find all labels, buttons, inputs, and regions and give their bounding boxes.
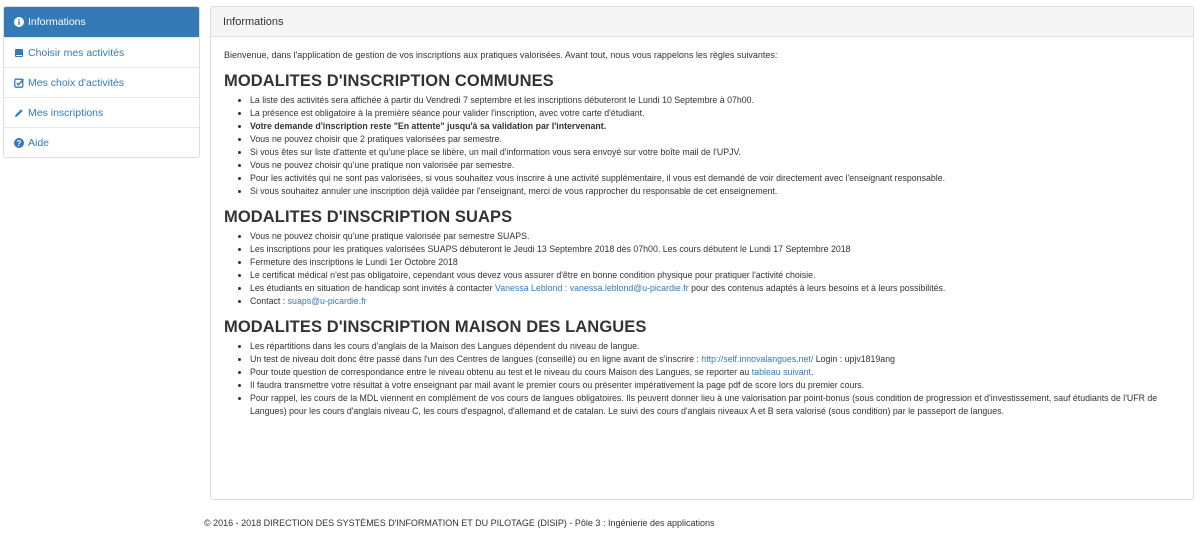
list-item-text: Login : upjv1819ang (813, 354, 895, 364)
check-square-icon (13, 77, 24, 88)
sidebar-item-aide[interactable] (4, 127, 199, 157)
section-title-suaps: MODALITES D'INSCRIPTION SUAPS (224, 208, 513, 226)
list-item: • Vous ne pouvez choisir qu'une pratique non valorisée par semestre. (250, 159, 1181, 172)
informations-panel (210, 6, 1194, 500)
list-item: • Vous ne pouvez choisir qu'une pratique valorisée par semestre SUAPS. (250, 230, 1181, 243)
sidebar-item-label: Aide (28, 136, 50, 149)
list-item-text: Un test de niveau doit donc être passé dans l'un des Centres de langues (conseillé) ou en ligne avant de s'inscrire : (250, 354, 702, 364)
svg-text:?: ? (16, 138, 21, 148)
list-item: • Si vous êtes sur liste d'attente et qu'une place se libère, un mail d'information vous sera envoyé sur votre boîte mail de l'UPJV. (250, 146, 1181, 159)
list-item: • Fermeture des inscriptions le Lundi 1er Octobre 2018 (250, 256, 1181, 269)
tableau-suivant-link[interactable]: tableau suivant (751, 367, 811, 377)
list-item: • Il faudra transmettre votre résultat à votre enseignant par mail avant le premier cours ou présenter impérativement la page pdf de score lors du premier cours. (250, 379, 1181, 392)
list-item-text: . (810, 367, 814, 377)
question-circle-icon (13, 137, 24, 148)
rules-list-maison-langues (224, 340, 1181, 418)
sidebar-item-choisir-activites[interactable] (4, 37, 199, 67)
list-item: • Pour les activités qui ne sont pas valorisées, si vous souhaitez vous inscrire à une activité supplémentaire, il vous est demandé de voir directement avec l'enseignant responsable. (250, 172, 1181, 185)
sidebar-item-informations[interactable] (4, 7, 199, 37)
book-icon (13, 47, 24, 58)
pencil-icon (13, 107, 24, 118)
sidebar-item-mes-choix[interactable] (4, 67, 199, 97)
rules-list-suaps (224, 230, 1181, 308)
sidebar-item-label: Informations (28, 16, 86, 28)
list-item (250, 366, 1181, 379)
list-item (250, 282, 1181, 295)
section-title-maison-langues: MODALITES D'INSCRIPTION MAISON DES LANGUES (224, 318, 647, 336)
sidebar-item-label: Mes choix d'activités (28, 76, 124, 89)
suaps-email-link[interactable]: suaps@u-picardie.fr (287, 296, 367, 306)
list-item: • Pour rappel, les cours de la MDL viennent en complément de vos cours de langues obligatoires. Ils peuvent donner lieu à une valorisation par point-bonus (sous condition de progression et d'investissement, sauf étudiants de l'UFR de Langues) pour les cours d'anglais niveau C, les cours d'espagnol, d'allemand et de catalan. Le suivi des cours d'anglais niveaux A et B sera valorisé (sous condition) par le passeport de langues. (250, 392, 1181, 418)
handicap-contact-link[interactable]: Vanessa Leblond : vanessa.leblond@u-picardie.fr (495, 283, 689, 293)
list-item: • Les répartitions dans les cours d'anglais de la Maison des Langues dépendent du niveau de langue. (250, 340, 1181, 353)
sidebar-item-mes-inscriptions[interactable] (4, 97, 199, 127)
sidebar-nav (3, 6, 200, 158)
sidebar-item-label: Mes inscriptions (28, 106, 104, 119)
list-item-text: Pour toute question de correspondance entre le niveau obtenu au test et le niveau du cours Maison des Langues, se reporter au (250, 367, 752, 377)
list-item-text: Contact : (250, 296, 288, 306)
footer-copyright: © 2016 - 2018 DIRECTION DES SYSTÈMES D'INFORMATION ET DU PILOTAGE (DISIP) - Pôle 3 : Ingénierie des applications (204, 518, 715, 528)
list-item: • La présence est obligatoire à la première séance pour valider l'inscription, avec votre carte d'étudiant. (250, 107, 1181, 120)
list-item: • La liste des activités sera affichée à partir du Vendredi 7 septembre et les inscriptions débuteront le Lundi 10 Septembre à 07h00. (250, 94, 1181, 107)
panel-body (211, 37, 1193, 418)
list-item (250, 295, 1181, 308)
list-item: • Si vous souhaitez annuler une inscription déjà validée par l'enseignant, merci de vous rapprocher du responsable de cet enseignement. (250, 185, 1181, 198)
list-item: • Votre demande d'inscription reste "En attente" jusqu'à sa validation par l'intervenant. (250, 120, 1181, 133)
sidebar-item-label: Choisir mes activités (28, 46, 125, 59)
rules-list-communes (224, 94, 1181, 198)
intro-text: Bienvenue, dans l'application de gestion de vos inscriptions aux pratiques valorisées. Avant tout, nous vous rappelons les règles suivantes: (224, 50, 778, 60)
panel-title: Informations (211, 7, 1193, 37)
list-item: • Vous ne pouvez choisir que 2 pratiques valorisées par semestre. (250, 133, 1181, 146)
info-circle-icon (13, 17, 24, 28)
list-item (250, 353, 1181, 366)
innovalangues-link[interactable]: http://self.innovalangues.net/ (701, 354, 814, 364)
list-item: • Les inscriptions pour les pratiques valorisées SUAPS débuteront le Jeudi 13 Septembre 2018 dès 07h00. Les cours débutent le Lundi 17 Septembre 2018 (250, 243, 1181, 256)
section-title-communes: MODALITES D'INSCRIPTION COMMUNES (224, 72, 554, 90)
list-item-text: Les étudiants en situation de handicap sont invités à contacter (250, 283, 496, 293)
list-item: • Le certificat médical n'est pas obligatoire, cependant vous devez vous assurer d'être en bonne condition physique pour pratiquer l'activité choisie. (250, 269, 1181, 282)
list-item-text: pour des contenus adaptés à leurs besoins et à leurs possibilités. (688, 283, 946, 293)
